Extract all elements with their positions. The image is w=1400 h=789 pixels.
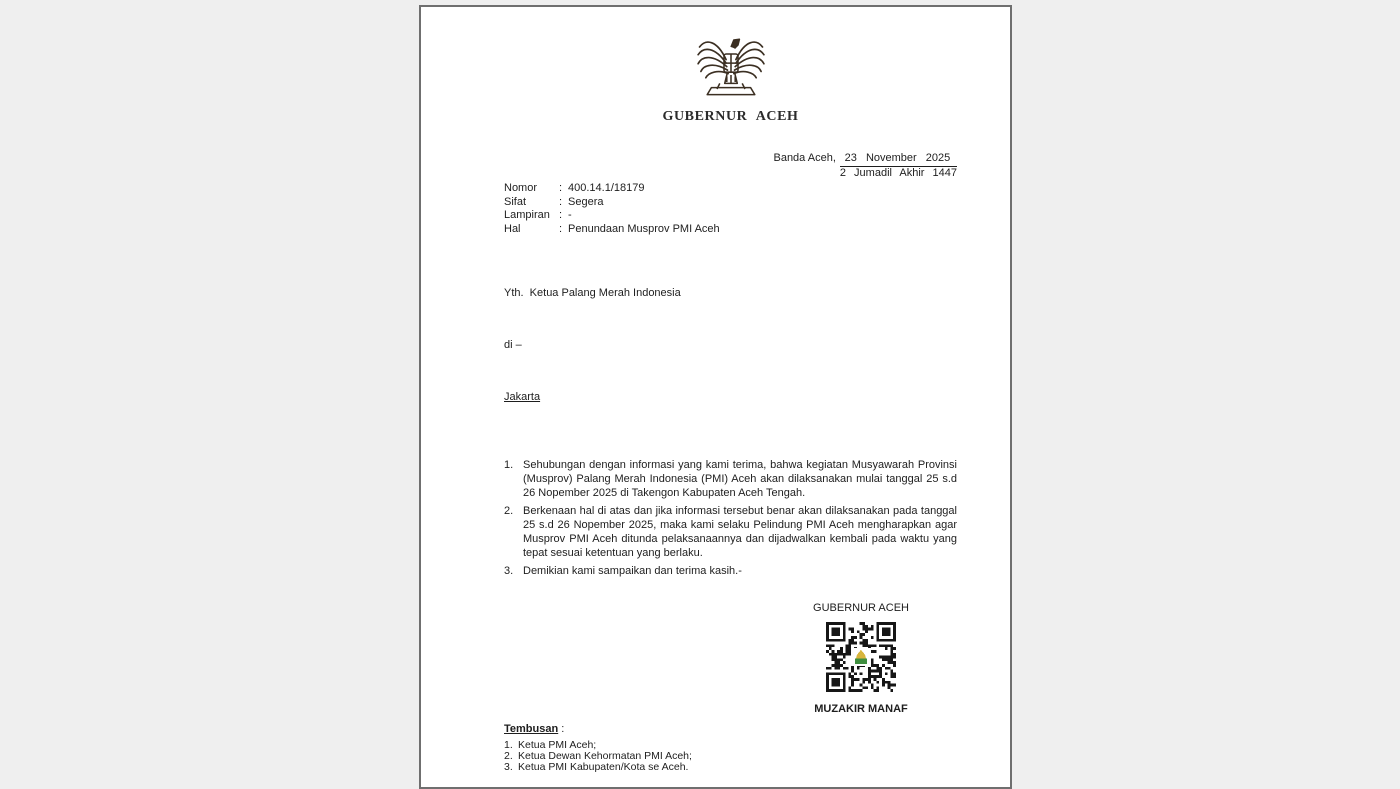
signature-block — [786, 602, 936, 716]
letter-body — [504, 458, 957, 578]
meta-value: Penundaan Musprov PMI Aceh — [568, 222, 720, 235]
meta-colon: : — [559, 222, 563, 235]
recipient-di: di – — [504, 339, 522, 351]
letter-content — [504, 7, 957, 773]
signature-qr-code — [826, 622, 896, 692]
signature-title: GUBERNUR ACEH — [813, 602, 909, 614]
tembusan-heading-word: Tembusan — [504, 723, 559, 735]
dateline — [504, 151, 957, 180]
tembusan-list — [504, 740, 957, 773]
meta-value: - — [568, 209, 572, 221]
paragraph-text: Sehubungan dengan informasi yang kami terima, bahwa kegiatan Musyawarah Provinsi (Musprov) Palang Merah Indonesia (PMI) Aceh akan dilaksanakan mulai tanggal 25 s.d 26 Nopember 2025 di Takengon Kabupaten Aceh Tengah. — [523, 459, 957, 499]
dateline-place: Banda Aceh, — [773, 152, 836, 164]
paragraph-text: Berkenaan hal di atas dan jika informasi tersebut benar akan dilaksanakan pada tanggal 25 s.d 26 Nopember 2025, maka kami selaku Pelindung PMI Aceh mengharapkan agar Musprov PMI Aceh ditunda pelaksanaannya dan dijadwalkan kembali pada waktu yang tepat sesuai ketentuan yang berlaku. — [523, 505, 957, 559]
tembusan-text: Ketua Dewan Kehormatan PMI Aceh; — [518, 750, 692, 762]
tembusan-block — [504, 722, 957, 773]
paragraph-number: 3. — [504, 565, 514, 577]
tembusan-item-2 — [504, 751, 957, 762]
meta-colon: : — [559, 182, 563, 194]
tembusan-item-3 — [504, 762, 957, 773]
meta-colon: : — [559, 195, 563, 208]
paragraph-number: 2. — [504, 505, 514, 517]
qr-center-logo-icon — [851, 648, 871, 666]
tembusan-number: 2. — [504, 750, 513, 762]
meta-label: Hal — [504, 222, 521, 235]
letterhead — [504, 7, 957, 125]
meta-value: Segera — [568, 195, 604, 208]
letter-meta — [504, 182, 957, 236]
tembusan-heading — [504, 722, 957, 736]
tembusan-colon: : — [558, 723, 565, 735]
tembusan-text: Ketua PMI Kabupaten/Kota se Aceh. — [518, 761, 689, 773]
meta-label: Nomor — [504, 182, 538, 194]
tembusan-text: Ketua PMI Aceh; — [518, 739, 597, 751]
paragraph-number: 1. — [504, 459, 514, 471]
meta-colon: : — [559, 209, 563, 221]
letterhead-title: GUBERNUR ACEH — [662, 109, 799, 124]
meta-row-lampiran — [504, 209, 957, 223]
dateline-hijri: 2 Jumadil Akhir 1447 — [839, 167, 957, 179]
body-paragraph-1 — [504, 458, 957, 500]
meta-value: 400.14.1/18179 — [568, 182, 645, 194]
tembusan-number: 3. — [504, 761, 513, 773]
body-paragraph-3 — [504, 564, 957, 578]
dateline-gregorian: 23 November 2025 — [840, 151, 957, 167]
signatory-name: MUZAKIR MANAF — [814, 703, 908, 715]
recipient-block — [504, 236, 957, 430]
meta-row-sifat — [504, 196, 957, 210]
meta-row-nomor — [504, 182, 957, 196]
tembusan-number: 1. — [504, 739, 513, 751]
meta-label: Sifat — [504, 195, 527, 208]
garuda-pancasila-emblem-icon — [696, 34, 766, 102]
recipient-city: Jakarta — [504, 391, 541, 403]
letter-page — [419, 5, 1012, 789]
paragraph-text: Demikian kami sampaikan dan terima kasih.- — [523, 565, 742, 577]
dateline-dates — [840, 151, 957, 180]
recipient-name: Yth. Ketua Palang Merah Indonesia — [504, 287, 681, 299]
body-paragraph-2 — [504, 504, 957, 560]
meta-row-hal — [504, 223, 957, 237]
meta-label: Lampiran — [504, 209, 550, 221]
